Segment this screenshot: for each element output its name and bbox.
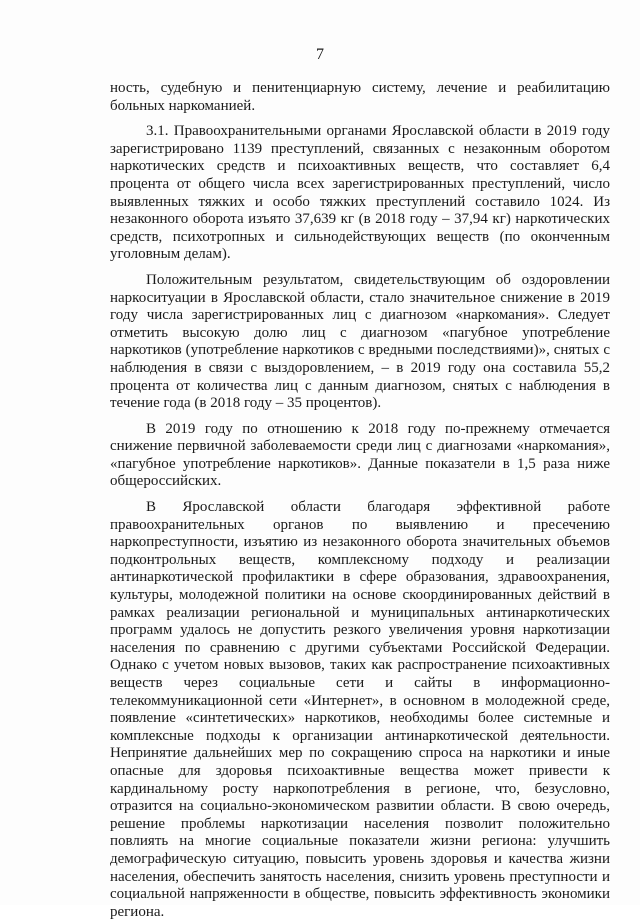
page-number: 7 bbox=[316, 46, 324, 63]
paragraph-positive-result: Положительным результатом, свидетельствующим об оздоровлении наркоситуации в Ярославской области, стало значительное снижение в 2019 году числа зарегистрированных лиц с диагнозом «наркомания». Следует отметить высокую долю лиц с диагнозом «пагубное употребление наркотиков (употребление наркотиков с вредными последствиями)», снятых с наблюдения в связи с выздоровлением, – в 2019 году она составила 55,2 процента от количества лиц с данным диагнозом, снятых с наблюдения в течение года (в 2018 году – 35 процентов). bbox=[110, 271, 610, 412]
document-body bbox=[110, 80, 610, 921]
paragraph-morbidity-decline: В 2019 году по отношению к 2018 году по-прежнему отмечается снижение первичной заболеваемости среди лиц с диагнозами «наркомания», «пагубное употребление наркотиков». Данные показатели в 1,5 раза ниже общероссийских. bbox=[110, 420, 610, 490]
paragraph-continuation: ность, судебную и пенитенциарную систему, лечение и реабилитацию больных наркоманией. bbox=[110, 80, 610, 114]
paragraph-regional-efforts: В Ярославской области благодаря эффективной работе правоохранительных органов по выявлению и пресечению наркопреступности, изъятию из незаконного оборота значительных объемов подконтрольных веществ, комплексному подходу и реализации антинаркотической профилактики в сфере образования, здравоохранения, культуры, молодежной политики на основе скоординированных действий в рамках реализации региональной и муниципальных антинаркотических программ удалось не допустить резкого увеличения уровня наркотизации населения по сравнению с другими субъектами Российской Федерации. Однако с учетом новых вызовов, таких как распространение психоактивных веществ через социальные сети и сайты в информационно-телекоммуникационной сети «Интернет», в основном в молодежной среде, появление «синтетических» наркотиков, необходимы более системные и комплексные подходы к организации антинаркотической деятельности. Непринятие дальнейших мер по сокращению спроса на наркотики и иные опасные для здоровья психоактивные вещества может привести к кардинальному росту наркопотребления в регионе, что, безусловно, отразится на социально-экономическом развитии области. В свою очередь, решение проблемы наркотизации населения позволит положительно повлиять на многие социальные показатели жизни региона: улучшить демографическую ситуацию, повысить уровень здоровья и качества жизни населения, обеспечить занятость населения, снизить уровень преступности и социальной напряженности в обществе, повысить эффективность экономики региона. bbox=[110, 499, 610, 920]
paragraph-section-3-1: 3.1. Правоохранительными органами Ярославской области в 2019 году зарегистрировано 1139 преступлений, связанных с незаконным оборотом наркотических средств и психоактивных веществ, что составляет 6,4 процента от общего числа всех зарегистрированных преступлений, число выявленных тяжких и особо тяжких преступлений составило 1024. Из незаконного оборота изъято 37,639 кг (в 2018 году – 37,94 кг) наркотических средств, психотропных и сильнодействующих веществ (по оконченным уголовным делам). bbox=[110, 123, 610, 263]
